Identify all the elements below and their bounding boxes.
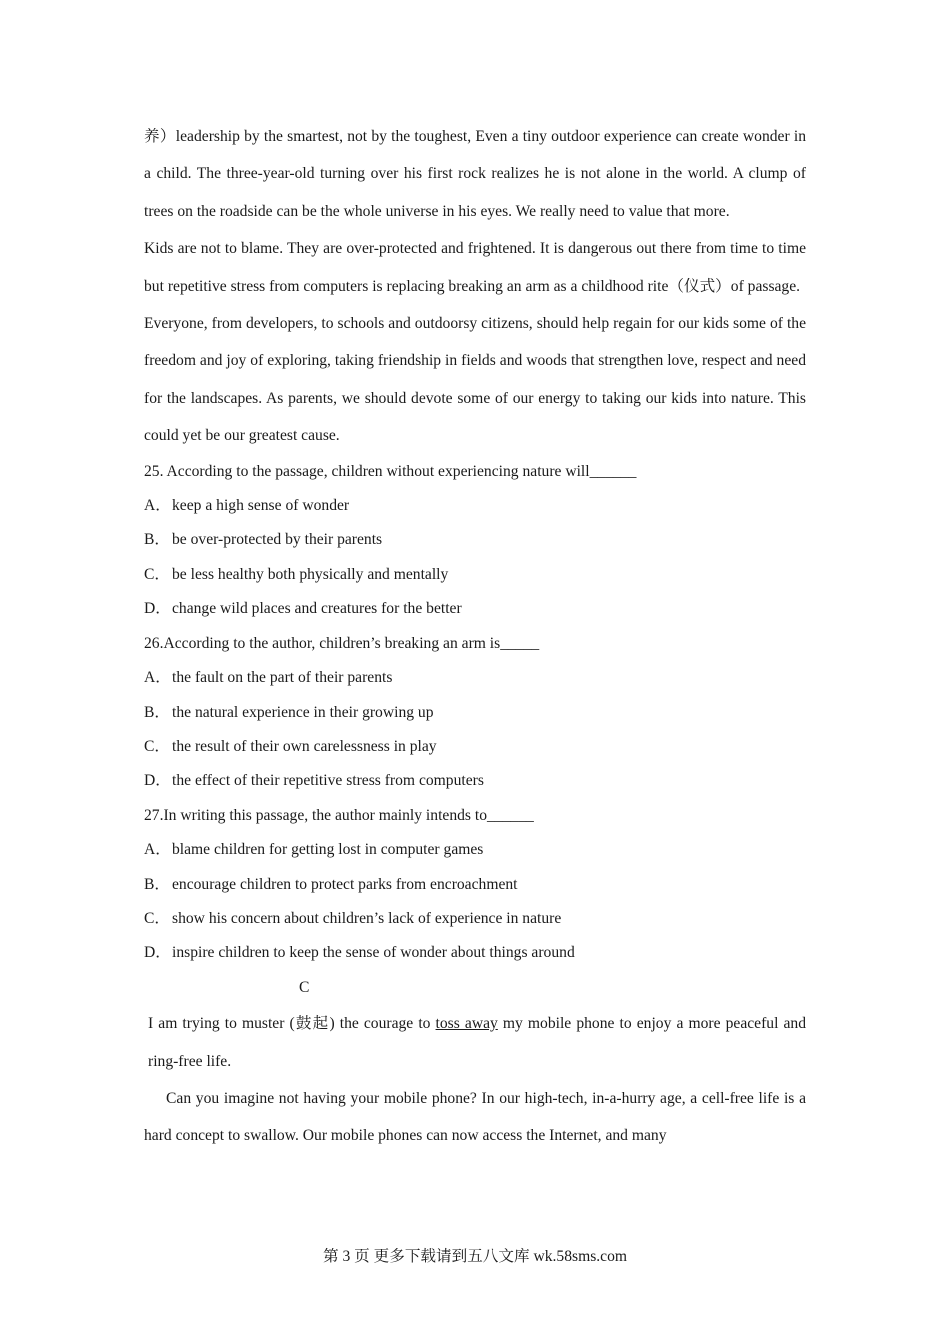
option-c: C． show his concern about children’s lack of experience in nature <box>144 909 562 927</box>
question-26 <box>144 627 806 799</box>
question-stem: 27.In writing this passage, the author mainly intends to______ <box>144 806 534 824</box>
question-stem: 26.According to the author, children’s breaking an arm is_____ <box>144 634 540 652</box>
page-content <box>144 118 806 1155</box>
option-d: D．the effect of their repetitive stress from computers <box>144 772 484 790</box>
option-a: A．keep a high sense of wonder <box>144 497 350 515</box>
section-heading-c: C <box>299 978 310 996</box>
passage-c-paragraph-1: I am trying to muster (鼓起) the courage to toss away my mobile phone to enjoy a more peaceful and ring-free life. <box>148 1015 807 1070</box>
option-c: C． be less healthy both physically and mentally <box>144 565 449 583</box>
option-b: B． the natural experience in their growing up <box>144 703 434 721</box>
question-27 <box>144 799 806 971</box>
option-a: A．blame children for getting lost in computer games <box>144 841 484 859</box>
option-b: B． be over-protected by their parents <box>144 531 383 549</box>
passage-c-paragraph-2: Can you imagine not having your mobile phone? In our high-tech, in-a-hurry age, a cell-free life is a hard concept to swallow. Our mobile phones can now access the Internet, and many <box>144 1089 806 1145</box>
page-footer: 第 3 页 更多下载请到五八文库 wk.58sms.com <box>322 1248 628 1265</box>
passage-b-paragraph-2: Kids are not to blame. They are over-protected and frightened. It is dangerous out there from time to time but repetitive stress from computers is replacing breaking an arm as a childhood rite（仪式）of passage. <box>144 240 806 295</box>
option-d: D．inspire children to keep the sense of wonder about things around <box>144 944 575 962</box>
question-stem: 25. According to the passage, children without experiencing nature will______ <box>144 462 637 480</box>
passage-b-paragraph-1: 养）leadership by the smartest, not by the toughest, Even a tiny outdoor experience can create wonder in a child. The three-year-old turning over his first rock realizes he is not alone in the world. A clump of trees on the roadside can be the whole universe in his eyes. We really need to value that more. <box>144 128 806 220</box>
option-c: C． the result of their own carelessness in play <box>144 737 437 755</box>
passage-b-paragraph-3: Everyone, from developers, to schools and outdoorsy citizens, should help regain for our kids some of the freedom and joy of exploring, taking friendship in fields and woods that strengthen love, respect and need for the landscapes. As parents, we should devote some of our energy to taking our kids into nature. This could yet be our greatest cause. <box>144 315 806 445</box>
option-d: D．change wild places and creatures for the better <box>144 600 462 618</box>
underlined-phrase: toss away <box>435 1015 498 1033</box>
question-25 <box>144 455 806 627</box>
option-b: B． encourage children to protect parks from encroachment <box>144 875 518 893</box>
option-a: A．the fault on the part of their parents <box>144 669 393 687</box>
